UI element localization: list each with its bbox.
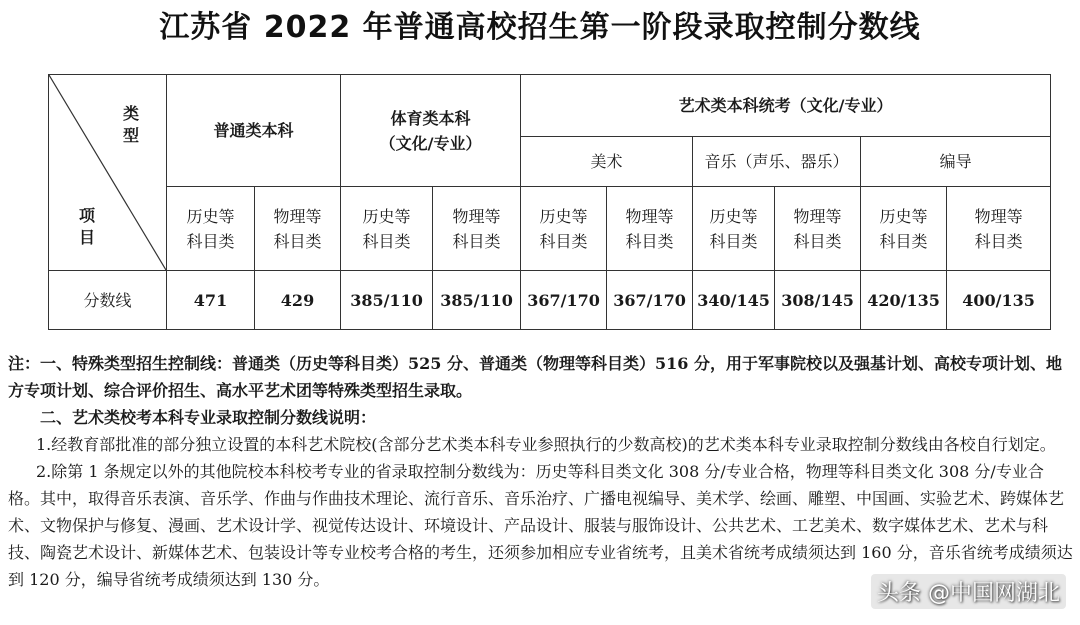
subject-header-cell (167, 187, 255, 271)
subject-line: 科目类 (539, 231, 588, 251)
group-sports-header (341, 75, 521, 187)
subject-line: 科目类 (452, 231, 501, 251)
subject-line: 历史等 (362, 206, 411, 226)
note-art-item-2: 2.除第 1 条规定以外的其他院校本科校考专业的省录取控制分数线为：历史等科目类文化 308 分/专业合格，物理等科目类文化 308 分/专业合格。其中，取得音乐表演、音乐学、作曲与作曲技术理论、流行音乐、音乐治疗、广播电视编导、美术学、绘画、雕塑、中国画、实验艺术、跨媒体艺术、文物保护与修复、漫画、艺术设计学、视觉传达设计、环境设计、产品设计、服装与服饰设计、公共艺术、工艺美术、数字媒体艺术、艺术与科技、陶瓷艺术设计、新媒体艺术、包装设计等专业校考合格的考生，还须参加相应专业省统考，且美术省统考成绩须达到 160 分，音乐省统考成绩须达到 120 分，编导省统考成绩须达到 130 分。 (8, 462, 1073, 589)
group-regular-header: 普通类本科 (167, 75, 341, 187)
note-art-heading: 二、艺术类校考本科专业录取控制分数线说明： (40, 408, 377, 427)
subject-line: 科目类 (974, 231, 1023, 251)
group-art-header: 艺术类本科统考（文化/专业） (521, 75, 1051, 137)
subject-line: 物理等 (452, 206, 501, 226)
score-cell: 308/145 (775, 271, 861, 330)
subject-header-cell (607, 187, 693, 271)
score-cell: 385/110 (341, 271, 433, 330)
subject-line: 科目类 (709, 231, 758, 251)
corner-item-label: 项目 (78, 206, 95, 247)
score-cell: 340/145 (693, 271, 775, 330)
diagonal-line (49, 75, 166, 270)
subject-line: 物理等 (625, 206, 674, 226)
document-title: 江苏省 2022 年普通高校招生第一阶段录取控制分数线 (159, 10, 921, 45)
subject-line: 科目类 (879, 231, 928, 251)
note-special-types: 注：一、特殊类型招生控制线：普通类（历史等科目类）525 分、普通类（物理等科目类）516 分，用于军事院校以及强基计划、高校专项计划、地方专项计划、综合评价招生、高水平艺术团等特殊类型招生录取。 (8, 354, 1062, 400)
subject-header-cell (775, 187, 861, 271)
subject-header-cell (861, 187, 947, 271)
corner-type-label: 类型 (122, 104, 139, 145)
score-cell: 429 (255, 271, 341, 330)
score-table (48, 74, 1051, 330)
subject-line: 历史等 (709, 206, 758, 226)
corner-header-cell (49, 75, 167, 271)
subject-header-cell (521, 187, 607, 271)
source-watermark: 头条 @中国网湖北 (871, 574, 1066, 609)
group-sports-line2: （文化/专业） (379, 133, 482, 153)
subject-line: 科目类 (362, 231, 411, 251)
score-cell: 385/110 (433, 271, 521, 330)
subject-header-cell (433, 187, 521, 271)
subject-line: 科目类 (625, 231, 674, 251)
note-art-item-1: 1.经教育部批准的部分独立设置的本科艺术院校(含部分艺术类本科专业参照执行的少数高校)的艺术类本科专业录取控制分数线由各校自行划定。 (36, 435, 1056, 454)
score-cell: 420/135 (861, 271, 947, 330)
subject-line: 物理等 (974, 206, 1023, 226)
row-label-score-line: 分数线 (49, 271, 167, 330)
notes-section (8, 350, 1074, 593)
subject-line: 科目类 (186, 231, 235, 251)
subject-line: 物理等 (273, 206, 322, 226)
score-cell: 367/170 (607, 271, 693, 330)
subject-header-cell (947, 187, 1051, 271)
subject-line: 科目类 (273, 231, 322, 251)
art-subgroup-directing: 编导 (861, 137, 1051, 187)
score-cell: 367/170 (521, 271, 607, 330)
subject-header-cell (693, 187, 775, 271)
art-subgroup-fine-arts: 美术 (521, 137, 693, 187)
subject-line: 历史等 (186, 206, 235, 226)
subject-line: 科目类 (793, 231, 842, 251)
group-sports-line1: 体育类本科 (390, 108, 471, 128)
subject-header-cell (255, 187, 341, 271)
subject-line: 历史等 (879, 206, 928, 226)
subject-line: 历史等 (539, 206, 588, 226)
subject-line: 物理等 (793, 206, 842, 226)
art-subgroup-music: 音乐（声乐、器乐） (693, 137, 861, 187)
score-cell: 471 (167, 271, 255, 330)
score-cell: 400/135 (947, 271, 1051, 330)
subject-header-cell (341, 187, 433, 271)
